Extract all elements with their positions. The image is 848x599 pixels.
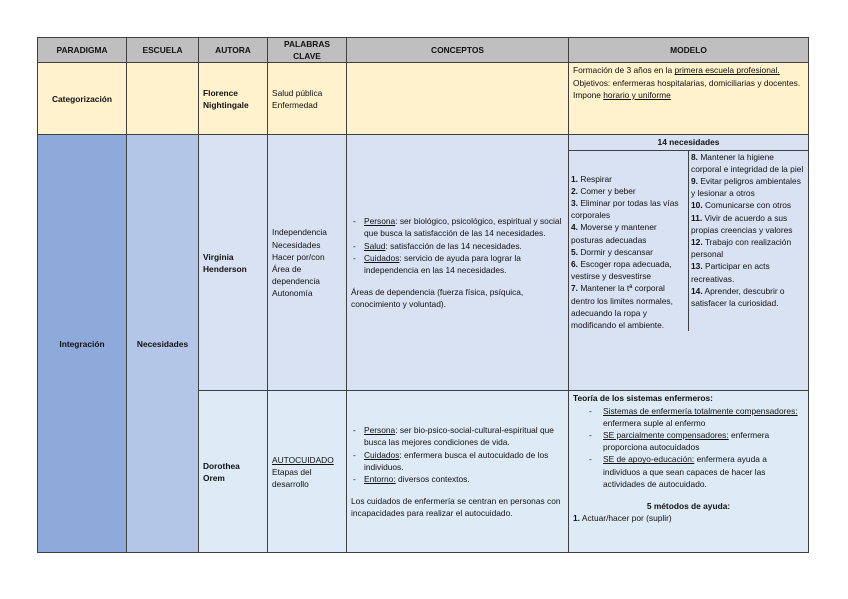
necesidades-right	[689, 151, 809, 332]
cell-conceptos-empty	[347, 63, 569, 135]
cell-autora-orem: Dorothea Orem	[199, 391, 268, 553]
concept-text: : servicio de ayuda para lograr la independencia en las 14 necesidades.	[364, 252, 521, 275]
cuidados-text: Los cuidados de enfermería se centran en personas con incapacidades para realizar el autocuidado.	[351, 496, 561, 519]
necesidad-item: 12. Trabajo con realización personal	[691, 237, 792, 260]
necesidades-table	[569, 151, 808, 332]
cell-autora-henderson: Virginia Henderson	[199, 135, 268, 391]
concept-term: Salud	[364, 240, 386, 251]
concept-item	[351, 240, 564, 252]
cell-autora-nightingale: Florence Nightingale	[199, 63, 268, 135]
header-autora: AUTORA	[199, 38, 268, 63]
concept-text: : enfermera busca el autocuidado de los individuos.	[364, 449, 549, 472]
modelo-text: Objetivos: enfermeras hospitalarias, domiciliarias y docentes.	[573, 77, 801, 88]
cell-palabras-nightingale	[268, 63, 347, 135]
modelo-text: Formación de 3 años en la	[573, 65, 675, 76]
keyword-autocuidado: AUTOCUIDADO	[272, 454, 334, 465]
keyword: Etapas del desarrollo	[272, 466, 312, 489]
cell-escuela-necesidades: Necesidades	[127, 135, 199, 553]
necesidades-left	[569, 151, 689, 332]
necesidades-title: 14 necesidades	[569, 135, 808, 150]
necesidad-item: 2. Comer y beber	[571, 185, 636, 196]
necesidad-item: 4. Moverse y mantener posturas adecuadas	[571, 222, 657, 245]
sistema-item: - Sistemas de enfermería totalmente compensadores: enfermera suple al enfermo	[585, 405, 804, 429]
concept-item	[351, 252, 564, 276]
keyword: Salud pública	[272, 87, 323, 98]
necesidad-item: 6. Escoger ropa adecuada, vestirse y desvestirse	[571, 259, 672, 282]
concept-term: Persona	[364, 216, 396, 227]
necesidad-item: 7. Mantener la tª corporal dentro los limites normales, adecuando la ropa y modificando el ambiente.	[571, 283, 673, 331]
metodo-item: 1. Actuar/hacer por (suplir)	[573, 513, 672, 524]
sistema-item: - SE parcialmente compensadores: enfermera proporciona autocuidados	[585, 429, 804, 453]
sistema-item: - SE de apoyo-educación: enfermera ayuda a individuos a que sean capaces de hacer las actividades de autocuidado.	[585, 453, 804, 490]
necesidad-item: 11. Vivir de acuerdo a sus propias creencias y valores	[691, 212, 793, 235]
concept-text: : satisfacción de las 14 necesidades.	[385, 240, 522, 251]
necesidad-item: 9. Evitar peligros ambientales y lesionar a otros	[691, 176, 801, 199]
concept-term: Cuidados	[364, 252, 400, 263]
cell-modelo-orem	[569, 391, 809, 553]
paradigm-table	[37, 37, 809, 553]
header-row	[38, 38, 809, 63]
areas-dependencia: Áreas de dependencia (fuerza física, psíquica, conocimiento y voluntad).	[351, 287, 524, 310]
concept-item	[351, 473, 564, 485]
concept-term: Cuidados	[364, 449, 400, 460]
sistemas-list	[573, 405, 804, 490]
cell-paradigma-integracion: Integración	[38, 135, 127, 553]
cell-paradigma-categorizacion: Categorización	[38, 63, 127, 135]
concept-text: : ser bio-psico-social-cultural-espiritual que busca las mejores condiciones de vida.	[364, 425, 554, 448]
row-henderson	[38, 135, 809, 391]
concept-term: Entorno:	[364, 474, 396, 484]
conceptos-list	[351, 215, 564, 276]
concept-term: Persona	[364, 425, 396, 436]
keyword: Área de dependencia	[272, 263, 320, 287]
concept-item	[351, 424, 564, 448]
concept-text: : ser biológico, psicológico, espiritual y social que busca la satisfacción de las 14 necesidades.	[364, 216, 562, 239]
necesidad-item: 10. Comunicarse con otros	[691, 200, 792, 211]
concept-item	[351, 449, 564, 473]
keyword: Enfermedad	[272, 99, 318, 110]
conceptos-list	[351, 424, 564, 485]
cell-palabras-henderson	[268, 135, 347, 391]
cell-conceptos-orem	[347, 391, 569, 553]
header-palabras-clave: PALABRAS CLAVE	[268, 38, 347, 63]
sistemas-title: Teoría de los sistemas enfermeros:	[573, 393, 713, 404]
necesidad-item: 8. Mantener la higiene corporal e integridad de la piel	[691, 151, 804, 174]
cell-conceptos-henderson	[347, 135, 569, 391]
necesidad-item: 3. Eliminar por todas las vías corporales	[571, 198, 679, 221]
modelo-underlined: horario y uniforme	[603, 89, 671, 100]
cell-escuela-empty	[127, 63, 199, 135]
necesidad-item: 1. Respirar	[571, 173, 612, 184]
concept-text: diversos contextos.	[395, 474, 470, 484]
header-modelo: MODELO	[569, 38, 809, 63]
modelo-text: Impone	[573, 89, 604, 100]
keyword: Independencia	[272, 227, 327, 238]
keyword: Hacer por/con	[272, 251, 325, 262]
cell-modelo-henderson	[569, 135, 809, 391]
header-escuela: ESCUELA	[127, 38, 199, 63]
keyword: Autonomía	[272, 288, 313, 299]
keyword: Necesidades	[272, 239, 321, 250]
modelo-underlined: primera escuela profesional.	[674, 65, 780, 76]
header-paradigma: PARADIGMA	[38, 38, 127, 63]
concept-item	[351, 215, 564, 239]
row-categorizacion	[38, 63, 809, 135]
necesidad-item: 13. Participar en acts recreativas.	[691, 261, 770, 284]
necesidad-item: 5. Dormir y descansar	[571, 246, 653, 257]
necesidad-item: 14. Aprender, descubrir o satisfacer la curiosidad.	[691, 285, 785, 309]
metodos-title: 5 métodos de ayuda:	[646, 501, 731, 512]
header-conceptos: CONCEPTOS	[347, 38, 569, 63]
cell-palabras-orem	[268, 391, 347, 553]
cell-modelo-nightingale	[569, 63, 809, 135]
